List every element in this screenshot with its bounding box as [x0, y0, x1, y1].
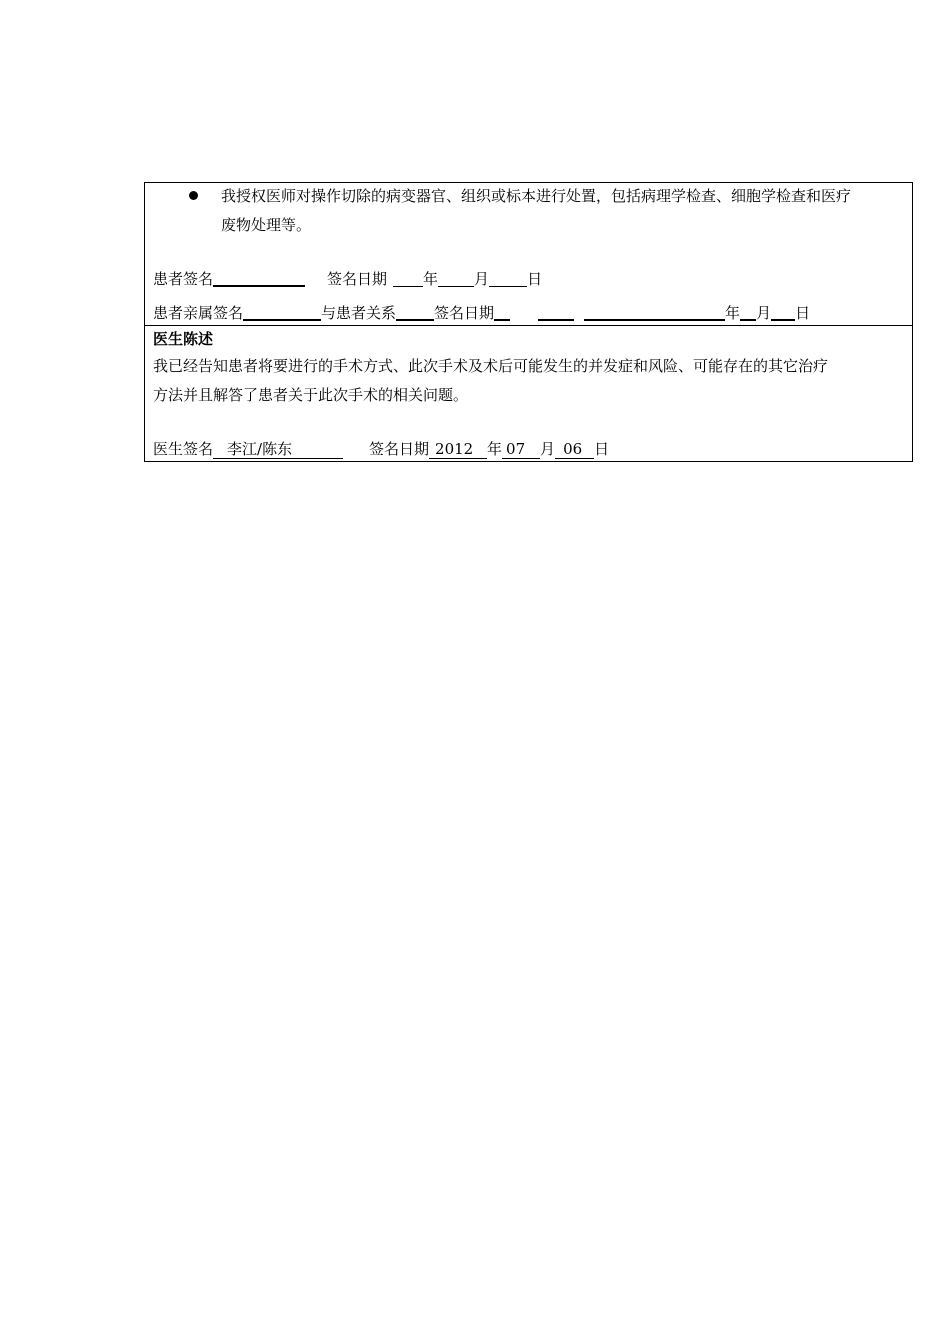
relative-signature-field[interactable]: [243, 303, 321, 321]
relative-signature-label: 患者亲属签名: [153, 304, 244, 322]
doctor-names: 李江/陈东: [227, 440, 293, 458]
doctor-month-label: 月: [540, 440, 556, 458]
patient-sign-date-label: 签名日期: [327, 270, 388, 288]
relative-date-field-1[interactable]: [494, 303, 510, 321]
doctor-statement-heading: 医生陈述: [153, 330, 214, 348]
authorization-text-line1: 我授权医师对操作切除的病变器官、组织或标本进行处置，包括病理学检查、细胞学检查和医疗: [221, 187, 852, 205]
doctor-sign-date-label: 签名日期: [369, 440, 430, 458]
doctor-signature-value: [213, 440, 343, 459]
patient-signature-label: 患者签名: [153, 270, 214, 288]
bullet-icon: [189, 191, 198, 200]
patient-day-label: 日: [527, 270, 543, 288]
relative-signature-row: [153, 303, 810, 323]
patient-consent-section: [145, 183, 912, 326]
doctor-year-value: 2012: [435, 440, 474, 458]
doctor-day-field: [555, 440, 594, 459]
consent-form-table: [144, 182, 913, 462]
doctor-day-label: 日: [594, 440, 610, 458]
doctor-signature-row: [153, 439, 609, 459]
relative-day-label: 日: [795, 304, 811, 322]
doctor-statement-line2: 方法并且解答了患者关于此次手术的相关问题。: [153, 386, 469, 404]
patient-month-field[interactable]: [438, 270, 474, 287]
patient-year-label: 年: [423, 270, 439, 288]
relative-year-field[interactable]: [584, 303, 725, 321]
doctor-day-value: 06: [563, 440, 583, 458]
doctor-statement-line1: 我已经告知患者将要进行的手术方式、此次手术及术后可能发生的并发症和风险、可能存在的其它治疗: [153, 357, 829, 375]
patient-year-field[interactable]: [393, 270, 423, 287]
doctor-year-field: [429, 440, 487, 459]
relative-day-field[interactable]: [771, 303, 795, 321]
doctor-statement-section: [145, 326, 912, 461]
doctor-month-value: 07: [506, 440, 526, 458]
doctor-year-label: 年: [487, 440, 503, 458]
patient-day-field[interactable]: [489, 270, 527, 287]
authorization-text-line2: 废物处理等。: [221, 216, 312, 234]
relative-date-field-2[interactable]: [538, 303, 574, 321]
relative-month-label: 月: [756, 304, 772, 322]
patient-signature-field[interactable]: [213, 269, 305, 287]
doctor-month-field: [502, 440, 540, 459]
relative-year-label: 年: [725, 304, 741, 322]
relative-sign-date-label: 签名日期: [434, 304, 495, 322]
relative-month-field[interactable]: [740, 303, 756, 321]
doctor-signature-label: 医生签名: [153, 440, 214, 458]
relationship-field[interactable]: [396, 303, 434, 321]
relationship-label: 与患者关系: [321, 304, 397, 322]
patient-month-label: 月: [474, 270, 490, 288]
patient-signature-row: [153, 269, 542, 289]
